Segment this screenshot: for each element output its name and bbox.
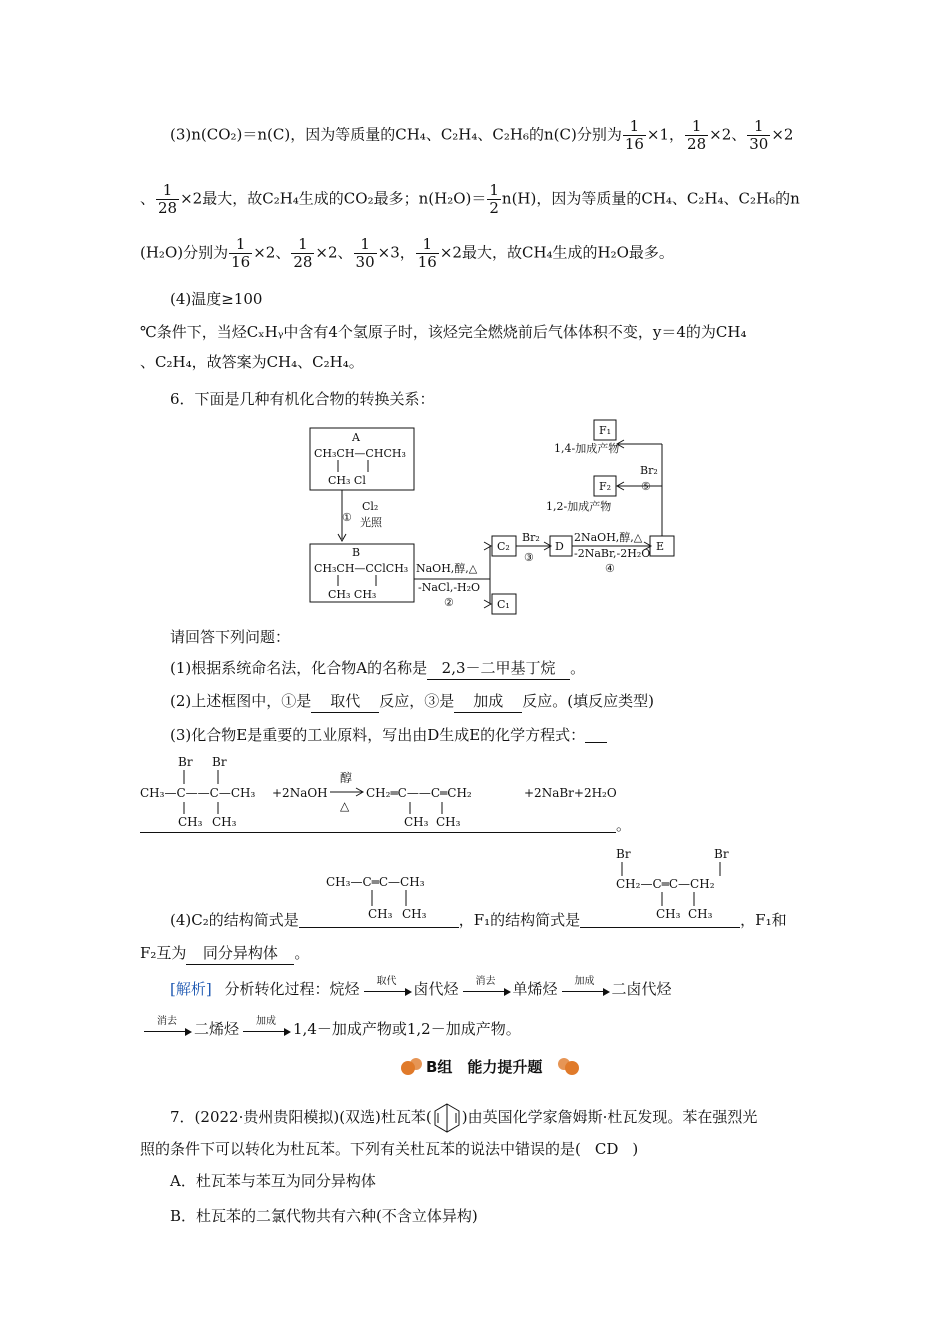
fraction: $\frac{1}{2}$ [489, 181, 499, 217]
node-A-sub: CH₃ Cl [328, 474, 366, 487]
step2-reagent: NaOH,醇,△ [416, 562, 478, 575]
node-B-formula: CH₃CH—CClCH₃ [314, 562, 409, 575]
step4: ④ [605, 562, 615, 575]
section-title: B组 能力提升题 [426, 1058, 543, 1076]
node-C1: C₁ [497, 598, 510, 611]
section-banner [400, 1052, 580, 1082]
q6-sub3-blank: 。 [140, 814, 631, 836]
step2: ② [444, 596, 454, 609]
analysis-line2: 消去 二烯烃 加成 1,4－加成产物或1,2－加成产物。 [140, 1018, 521, 1040]
step5: ⑤ [641, 480, 651, 493]
step4-cond: -2NaBr,-2H₂O [574, 547, 651, 560]
q6-sub4-cont: F₂互为 同分异构体 。 [140, 942, 309, 965]
node-F1: F₁ [599, 424, 612, 437]
q7-line2: 照的条件下可以转化为杜瓦苯。下列有关杜瓦苯的说法中错误的是( CD ) [140, 1140, 639, 1158]
svg-text:CH₃—C——C—CH₃: CH₃—C——C—CH₃ [140, 786, 256, 800]
reaction-arrow: 消去 [144, 1021, 190, 1039]
svg-text:Br: Br [212, 755, 227, 769]
svg-text:CH₃—C═C—CH₃: CH₃—C═C—CH₃ [326, 875, 425, 889]
answer-blank: 同分异构体 [186, 942, 294, 965]
fraction: $\frac{1}{28}$ [158, 181, 178, 217]
step4-reagent: 2NaOH,醇,△ [574, 531, 643, 544]
fraction: $\frac{1}{16}$ [231, 235, 251, 271]
step1-reagent: Cl₂ [362, 500, 379, 513]
svg-text:CH₂—C═C—CH₂: CH₂—C═C—CH₂ [616, 877, 715, 891]
svg-text:Br: Br [616, 847, 631, 861]
p3-line1: (3)n(CO₂)＝n(C)，因为等质量的CH₄、C₂H₄、C₂H₆的n(C)分别为 $\frac{1}{16}$ ×1， $\frac{1}{28}$ ×2、 $\frac{1}{30}$ ×2 [170, 117, 794, 153]
F2-label: 1,2-加成产物 [546, 500, 612, 513]
svg-text:△: △ [340, 799, 350, 813]
p3-line2: 、 $\frac{1}{28}$ ×2最大，故C₂H₄生成的CO₂最多；n(H₂O)＝ $\frac{1}{2}$ n(H)，因为等质量的CH₄、C₂H₄、C₂H₆的n [140, 181, 800, 217]
q6-sub1: (1)根据系统命名法，化合物A的名称是 2,3－二甲基丁烷 。 [170, 657, 585, 680]
svg-text:CH₃: CH₃ [368, 907, 393, 921]
F1-label: 1,4-加成产物 [554, 442, 620, 455]
node-B-sub: CH₃ CH₃ [328, 588, 377, 601]
q6-sub3: (3)化合物E是重要的工业原料，写出由D生成E的化学方程式： [170, 724, 607, 746]
svg-text:CH₂═C——C═CH₂: CH₂═C——C═CH₂ [366, 786, 472, 800]
step5-reagent: Br₂ [640, 464, 658, 477]
svg-text:CH₃: CH₃ [688, 907, 713, 921]
step3: ③ [524, 551, 534, 564]
node-A-label: A [352, 431, 360, 444]
q7-option-b: B．杜瓦苯的二氯代物共有六种(不含立体异构) [170, 1207, 478, 1225]
dewar-benzene-icon [432, 1102, 462, 1134]
q7-answer: CD [594, 1140, 619, 1158]
answer-blank: 2,3－二甲基丁烷 [427, 657, 570, 680]
fraction: $\frac{1}{28}$ [687, 117, 707, 153]
step1-cond: 光照 [360, 516, 382, 529]
text: (3)n(CO₂)＝n(C)，因为等质量的CH₄、C₂H₄、C₂H₆的n(C)分别为 [170, 125, 622, 144]
reaction-arrow: 消去 [463, 981, 509, 999]
reaction-arrow: 取代 [364, 981, 410, 999]
svg-text:Br: Br [714, 847, 729, 861]
fraction: $\frac{1}{30}$ [749, 117, 769, 153]
svg-text:CH₃: CH₃ [402, 907, 427, 921]
analysis-line1: [解析] 分析转化过程：烷烃 取代 卤代烃 消去 单烯烃 加成 二卤代烃 [170, 976, 672, 998]
q6-sub4: (4)C₂的结构简式是 ，F₁的结构简式是 ，F₁和 [170, 911, 787, 929]
reaction-arrow: 加成 [562, 981, 608, 999]
node-E: E [656, 540, 665, 553]
q6-prompt: 请回答下列问题： [170, 628, 291, 646]
fraction: $\frac{1}{28}$ [293, 235, 313, 271]
svg-text:CH₃: CH₃ [656, 907, 681, 921]
svg-text:Br: Br [178, 755, 193, 769]
svg-text:CH₃: CH₃ [178, 815, 203, 829]
quote-left-icon [400, 1054, 424, 1078]
q6-title: 6．下面是几种有机化合物的转换关系： [170, 390, 435, 408]
analysis-tag: [解析] [170, 980, 212, 998]
node-F2: F₂ [599, 480, 612, 493]
svg-text:CH₃: CH₃ [436, 815, 461, 829]
node-C2: C₂ [497, 540, 510, 553]
q7-line1: 7．(2022·贵州贵阳模拟)(双选)杜瓦苯( )由英国化学家詹姆斯·杜瓦发现。苯在强烈光 [170, 1102, 757, 1134]
p4-line1: (4)温度≥100 [170, 290, 263, 308]
step1: ① [342, 511, 352, 524]
q7-option-a: A．杜瓦苯与苯互为同分异构体 [170, 1172, 376, 1190]
p3-line3: (H₂O)分别为 $\frac{1}{16}$ ×2、 $\frac{1}{28}$ ×2、 $\frac{1}{30}$ ×3， $\frac{1}{16}$ ×2最大，故CH₄生成的H₂O最多。 [140, 235, 674, 271]
answer-blank: 取代 [311, 690, 379, 713]
reaction-arrow: 加成 [243, 1021, 289, 1039]
fraction: $\frac{1}{16}$ [624, 117, 644, 153]
node-A-formula: CH₃CH—CHCH₃ [314, 447, 406, 460]
svg-text:+2NaBr+2H₂O: +2NaBr+2H₂O [524, 786, 617, 800]
p4-line3: 、C₂H₄，故答案为CH₄、C₂H₄。 [140, 353, 364, 371]
quote-right-icon [556, 1054, 580, 1078]
svg-text:CH₃: CH₃ [212, 815, 237, 829]
answer-blank: 加成 [454, 690, 522, 713]
step3-reagent: Br₂ [522, 531, 540, 544]
node-B-label: B [351, 546, 361, 559]
p4-line2: ℃条件下，当烃CₓHᵧ中含有4个氢原子时，该烃完全燃烧前后气体体积不变，y＝4的为CH₄ [140, 323, 747, 341]
node-D: D [555, 540, 564, 553]
svg-text:CH₃: CH₃ [404, 815, 429, 829]
fraction: $\frac{1}{16}$ [417, 235, 437, 271]
conversion-diagram [300, 414, 680, 619]
step2-cond: -NaCl,-H₂O [418, 581, 481, 594]
fraction: $\frac{1}{30}$ [355, 235, 375, 271]
svg-text:醇: 醇 [340, 771, 353, 785]
q6-sub2: (2)上述框图中，①是 取代 反应，③是 加成 反应。(填反应类型) [170, 690, 654, 713]
svg-text:+2NaOH: +2NaOH [272, 786, 328, 800]
